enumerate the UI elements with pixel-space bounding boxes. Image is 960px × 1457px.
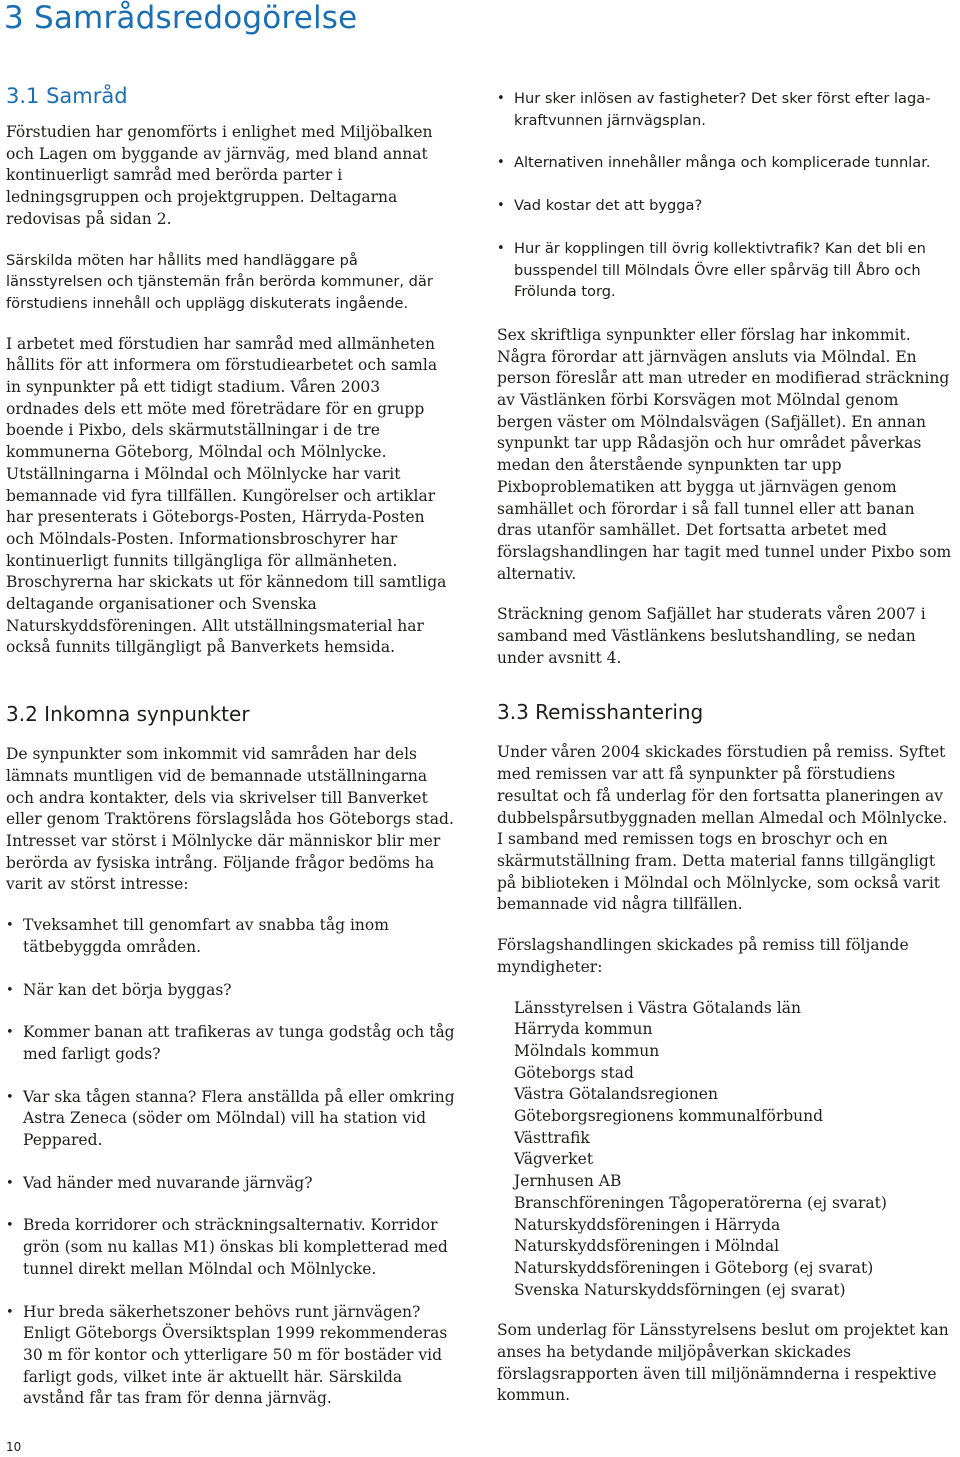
list-item: Mölndals kommun: [514, 1041, 660, 1060]
list-item: • Hur sker inlösen av fastigheter? Det sker först efter laga-kraftvunnen järnvägsplan.: [497, 90, 931, 129]
section-3-2-heading: 3.2 Inkomna synpunkter: [6, 702, 250, 727]
list-item: Länsstyrelsen i Västra Götalands län: [514, 998, 801, 1017]
list-item: Naturskyddsföreningen i Mölndal: [514, 1237, 780, 1256]
list-item: Naturskyddsföreningen i Göteborg (ej svarat): [514, 1258, 874, 1277]
list-item: • Vad kostar det att bygga?: [497, 195, 952, 217]
left-column: [6, 84, 456, 1432]
right-paragraph-2: Sträckning genom Safjället har studerats våren 2007 i samband med Västlänkens beslutshandling, se nedan under avsnitt 4.: [497, 605, 926, 667]
section-3-3-paragraph-1: Under våren 2004 skickades förstudien på remiss. Syftet med remissen var att få synpunkter på förstudiens resultat och få underlag för den fortsatta planeringen av dubbelspårsutbyggnaden mellan Almedal och Mölnlycke. I samband med remissen togs en broschyr och en skärmutställning fram. Detta material fanns tillgängligt på biblioteken i Mölndal och Mölnlycke, som också varit bemannade vid några tillfällen.: [497, 743, 948, 914]
section-3-1-heading: 3.1 Samråd: [6, 84, 128, 108]
section-3-1-paragraph-2: Särskilda möten har hållits med handläggare på länsstyrelsen och tjänstemän från berörda kommuner, där förstudiens innehåll och upplägg diskuterats ingående.: [6, 251, 433, 312]
bullet-icon: •: [6, 1025, 14, 1041]
bullet-icon: •: [6, 1218, 14, 1234]
list-item: • Tveksamhet till genomfart av snabba tåg inom tätbebyggda områden.: [6, 916, 389, 956]
section-3-2-paragraph-1: De synpunkter som inkommit vid samråden har dels lämnats muntligen vid de bemannade utställningarna och andra kontakter, dels via skrivelser till Banverket eller genom Traktörens förslagslåda hos Göteborgs stad. Intresset var störst i Mölnlycke där människor blir mer berörda av fysiska intrång. Följande frågor bedöms ha varit av störst intresse:: [6, 745, 454, 894]
list-item: Branschföreningen Tågoperatörerna (ej svarat): [514, 1193, 887, 1212]
right-paragraph-1: Sex skriftliga synpunkter eller förslag har inkommit. Några förordar att järnvägen ansluts via Mölndal. En person föreslår att man utreder en modifierad sträckning av Västlänken förbi Korsvägen mot Mölndal genom bergen väster om Mölndalsvägen (Safjället). En annan synpunkt tar upp Rådasjön och hur området påverkas medan den återstående synpunkten tar upp Pixboproblematiken att bygga ut järnvägen genom samhället och förordar i så fall tunnel eller att banan dras utanför samhället. Det fortsatta arbetet med förslagshandlingen har tagit med tunnel under Pixbo som alternativ.: [497, 325, 952, 583]
list-item: Göteborgs stad: [514, 1063, 634, 1082]
bullet-icon: •: [6, 1304, 14, 1320]
list-item: • Alternativen innehåller många och komplicerade tunnlar.: [497, 152, 952, 174]
list-item: • Hur breda säkerhetszoner behövs runt järnvägen? Enligt Göteborgs Översiktsplan 1999 rekommenderas 30 m för kontor och ytterligare 50 m för bostäder vid farligt gods, vilket inte är aktuellt här. Särskilda avstånd får tas fram för denna järnväg.: [6, 1302, 448, 1408]
bullet-icon: •: [6, 1175, 14, 1191]
bullet-icon: •: [497, 198, 505, 214]
list-item: Västtrafik: [514, 1128, 590, 1147]
section-3-3-paragraph-2: Förslagshandlingen skickades på remiss till följande myndigheter:: [497, 936, 909, 976]
list-item: Göteborgsregionens kommunalförbund: [514, 1107, 824, 1126]
section-3-1-paragraph-3: I arbetet med förstudien har samråd med allmänheten hållits för att informera om förstudiearbetet och samla in synpunkter på ett tidigt stadium. Våren 2003 ordnades dels ett möte med företrädare för en grupp boende i Pixbo, dels skärmutställningar i de tre kommunerna Göteborg, Mölndal och Mölnlycke. Utställningarna i Mölndal och Mölnlycke har varit bemannade vid fyra tillfällen. Kungörelser och artiklar har presenterats i Göteborgs-Posten, Härryda-Posten och Mölndals-Posten. Informationsbroschyrer har kontinuerligt funnits tillgängliga för allmänheten. Broschyrerna har skickats ut för kännedom till samtliga deltagande organisationer och Svenska Naturskyddsföreningen. Allt utställningsmaterial har också funnits tillgängligt på Banverkets hemsida.: [6, 334, 447, 657]
section-3-1-paragraph-1: Förstudien har genomförts i enlighet med Miljöbalken och Lagen om byggande av järnväg, med bland annat kontinuerligt samråd med berörda parter i ledningsgruppen och projektgruppen. Deltagarna redovisas på sidan 2.: [6, 123, 433, 228]
bullet-icon: •: [497, 91, 505, 106]
list-item: Jernhusen AB: [514, 1172, 622, 1191]
list-item: • Breda korridorer och sträckningsalternativ. Korridor grön (som nu kallas M1) önskas bli kompletterad med tunnel direkt mellan Mölndal och Mölnlycke.: [6, 1216, 448, 1278]
bullet-icon: •: [6, 982, 14, 998]
list-item: • Hur är kopplingen till övrig kollektivtrafik? Kan det bli en busspendel till Mölndals Övre eller spårväg till Åbro och Frölunda torg.: [497, 239, 926, 301]
bullet-icon: •: [497, 155, 505, 171]
list-item: • Kommer banan att trafikeras av tunga godståg och tåg med farligt gods?: [6, 1023, 455, 1063]
list-item: Härryda kommun: [514, 1020, 653, 1039]
section-3-3-paragraph-3: Som underlag för Länsstyrelsens beslut om projektet kan anses ha betydande miljöpåverkan skickades förslagsrapporten även till miljönämnderna i respektive kommun.: [497, 1321, 949, 1405]
bullet-icon: •: [6, 918, 14, 934]
page-number: 10: [6, 1440, 22, 1454]
right-question-list: [497, 88, 952, 303]
page-title: 3 Samrådsredogörelse: [4, 0, 358, 36]
right-column: [497, 88, 952, 1426]
bullet-icon: •: [6, 1089, 14, 1105]
list-item: • När kan det börja byggas?: [6, 980, 456, 1002]
list-item: Vägverket: [514, 1150, 594, 1169]
list-item: • Var ska tågen stanna? Flera anställda på eller omkring Astra Zeneca (söder om Mölndal) vill ha station vid Peppared.: [6, 1087, 455, 1150]
list-item: Västra Götalandsregionen: [514, 1085, 718, 1104]
section-3-3-heading: 3.3 Remisshantering: [497, 700, 704, 725]
authority-list: [514, 998, 952, 1302]
section-3-2-question-list: [6, 915, 456, 1410]
list-item: • Vad händer med nuvarande järnväg?: [6, 1173, 456, 1195]
list-item: Naturskyddsföreningen i Härryda: [514, 1215, 781, 1234]
list-item: Svenska Naturskyddsförningen (ej svarat): [514, 1280, 846, 1299]
bullet-icon: •: [497, 240, 505, 256]
